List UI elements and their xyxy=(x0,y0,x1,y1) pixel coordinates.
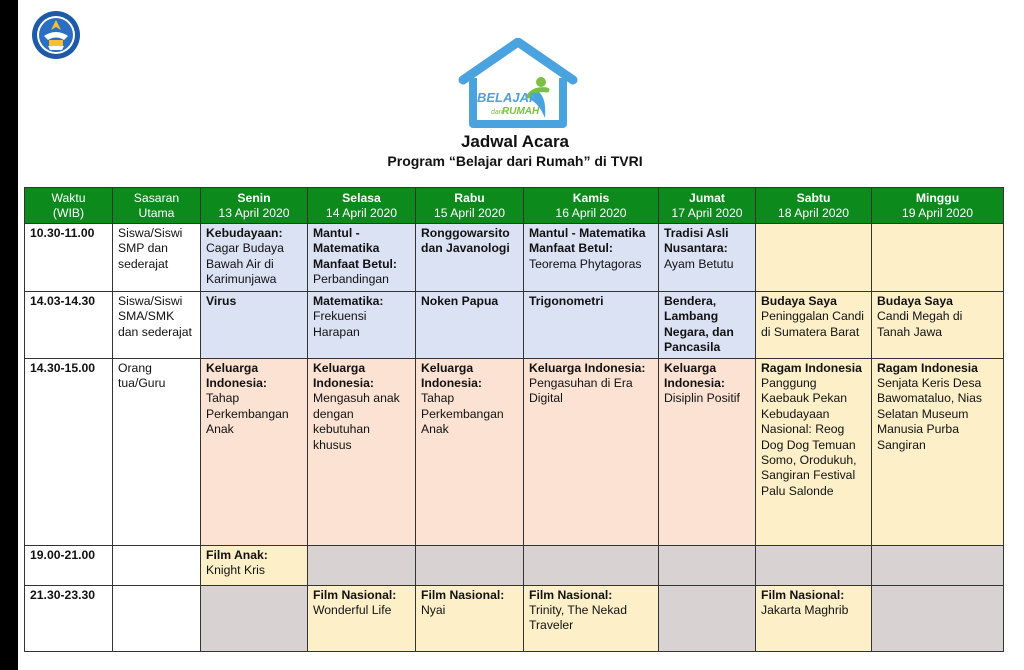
page-title: Jadwal Acara xyxy=(460,132,570,151)
program-cell xyxy=(659,545,756,585)
target-audience-cell: Orang tua/Guru xyxy=(113,358,201,545)
program-cell xyxy=(201,358,308,545)
program-cell xyxy=(872,358,1004,545)
program-topic: Ayam Betutu xyxy=(664,256,734,271)
tut-wuri-handayani-emblem-icon xyxy=(31,10,81,60)
column-header-title: Sabtu xyxy=(796,190,831,205)
program-cell xyxy=(416,585,524,651)
program-title: Ragam Indonesia xyxy=(877,360,978,375)
program-topic: Trinity, The Nekad Traveler xyxy=(529,603,627,633)
column-header xyxy=(201,188,308,224)
logo-text-belajar: BELAJAR xyxy=(477,90,539,105)
program-topic: Candi Megah di Tanah Jawa xyxy=(877,309,963,339)
column-header-date: (WIB) xyxy=(52,205,85,220)
program-topic: Tahap Perkembangan Anak xyxy=(421,391,504,437)
program-title: Keluarga Indonesia: xyxy=(421,360,482,391)
program-cell xyxy=(308,292,416,359)
program-title: Keluarga Indonesia: xyxy=(313,360,374,391)
program-title: Trigonometri xyxy=(529,294,604,308)
column-header-date: Utama xyxy=(138,205,175,220)
program-topic: Peninggalan Candi di Sumatera Barat xyxy=(761,309,864,339)
program-cell xyxy=(659,585,756,651)
column-header-title: Kamis xyxy=(572,190,610,205)
logo-text-dari: dari xyxy=(491,109,503,116)
target-audience-cell xyxy=(113,585,201,651)
program-cell xyxy=(416,224,524,292)
column-header-date: 17 April 2020 xyxy=(671,205,743,220)
program-topic: Frekuensi Harapan xyxy=(313,309,367,339)
program-topic: Pengasuhan di Era Digital xyxy=(529,376,633,406)
schedule-table xyxy=(24,187,1004,652)
program-title: Film Nasional: xyxy=(761,587,845,602)
column-header-date: 18 April 2020 xyxy=(777,205,850,220)
program-topic: Tahap Perkembangan Anak xyxy=(206,391,289,437)
program-cell xyxy=(308,545,416,585)
program-title: Film Anak: xyxy=(206,547,268,562)
program-title: Keluarga Indonesia: xyxy=(529,360,646,375)
program-topic: Knight Kris xyxy=(206,563,265,578)
column-header-date: 19 April 2020 xyxy=(901,205,974,220)
column-header xyxy=(25,188,113,224)
program-topic: Wonderful Life xyxy=(313,603,392,618)
time-slot-cell: 19.00-21.00 xyxy=(25,545,113,585)
program-title: Mantul - Matematika Manfaat Betul: xyxy=(313,226,397,271)
target-audience-cell: Siswa/Siswi SMA/SMK dan sederajat xyxy=(113,292,201,359)
program-cell xyxy=(524,224,659,292)
program-cell xyxy=(872,545,1004,585)
program-topic: Nyai xyxy=(421,603,446,618)
column-header-title: Sasaran xyxy=(133,190,180,205)
column-header xyxy=(659,188,756,224)
program-title: Film Nasional: xyxy=(421,587,505,602)
program-topic: Cagar Budaya Bawah Air di Karimunjawa xyxy=(206,241,284,287)
program-cell xyxy=(756,292,872,359)
table-row xyxy=(25,224,1004,292)
program-topic: Panggung Kaebauk Pekan Kebudayaan Nasional: Reog Dog Dog Temuan Somo, Orodukuh, Sangiran Festival Palu Salonde xyxy=(761,376,857,498)
program-title: Bendera, Lambang Negara, dan Pancasila xyxy=(664,294,734,355)
program-title: Noken Papua xyxy=(421,294,499,308)
column-header-title: Rabu xyxy=(454,190,485,205)
program-cell xyxy=(308,224,416,292)
program-title: Ronggowarsito dan Javanologi xyxy=(421,226,510,256)
program-cell xyxy=(659,224,756,292)
page-subtitle: Program “Belajar dari Rumah” di TVRI xyxy=(387,153,643,169)
program-cell xyxy=(201,224,308,292)
left-edge-bar xyxy=(0,0,18,670)
program-cell xyxy=(659,358,756,545)
program-title: Tradisi Asli Nusantara: xyxy=(664,226,729,256)
program-topic: Perbandingan xyxy=(313,272,389,287)
program-title: Ragam Indonesia xyxy=(761,360,862,375)
program-cell xyxy=(201,292,308,359)
time-slot-cell: 21.30-23.30 xyxy=(25,585,113,651)
time-slot-cell: 10.30-11.00 xyxy=(25,224,113,292)
column-header-title: Jumat xyxy=(689,190,725,205)
program-cell xyxy=(872,224,1004,292)
program-cell xyxy=(308,358,416,545)
program-topic: Teorema Phytagoras xyxy=(529,256,642,271)
column-header-date: 14 April 2020 xyxy=(325,205,398,220)
program-title: Budaya Saya xyxy=(877,294,953,308)
program-title: Budaya Saya xyxy=(761,294,837,308)
program-title: Virus xyxy=(206,294,237,308)
table-row xyxy=(25,292,1004,359)
target-audience-cell xyxy=(113,545,201,585)
belajar-dari-rumah-logo xyxy=(455,38,581,130)
program-cell xyxy=(308,585,416,651)
program-cell xyxy=(872,292,1004,359)
program-cell xyxy=(524,545,659,585)
program-cell xyxy=(872,585,1004,651)
program-cell xyxy=(524,358,659,545)
time-slot-cell: 14.03-14.30 xyxy=(25,292,113,359)
program-cell xyxy=(201,585,308,651)
program-topic: Senjata Keris Desa Bawomataluo, Nias Selatan Museum Manusia Purba Sangiran xyxy=(877,376,982,452)
column-header xyxy=(756,188,872,224)
program-cell xyxy=(416,358,524,545)
target-audience-cell: Siswa/Siswi SMP dan sederajat xyxy=(113,224,201,292)
column-header xyxy=(524,188,659,224)
table-header-row xyxy=(25,188,1004,224)
time-slot-cell: 14.30-15.00 xyxy=(25,358,113,545)
program-topic: Mengasuh anak dengan kebutuhan khusus xyxy=(313,391,400,452)
program-cell xyxy=(659,292,756,359)
program-cell xyxy=(201,545,308,585)
program-title: Mantul - Matematika Manfaat Betul: xyxy=(529,226,646,256)
column-header-date: 16 April 2020 xyxy=(555,205,627,220)
table-row xyxy=(25,358,1004,545)
column-header xyxy=(872,188,1004,224)
table-row xyxy=(25,585,1004,651)
column-header-title: Selasa xyxy=(342,190,381,205)
program-cell xyxy=(416,292,524,359)
program-topic: Disiplin Positif xyxy=(664,391,740,406)
program-cell xyxy=(524,585,659,651)
program-cell xyxy=(756,545,872,585)
column-header xyxy=(308,188,416,224)
program-title: Film Nasional: xyxy=(529,587,613,602)
column-header xyxy=(113,188,201,224)
program-title: Kebudayaan: xyxy=(206,226,283,240)
logo-text-rumah: RUMAH xyxy=(502,106,540,117)
program-title: Keluarga Indonesia: xyxy=(664,360,725,391)
program-cell xyxy=(756,358,872,545)
table-row xyxy=(25,545,1004,585)
program-title: Film Nasional: xyxy=(313,587,397,602)
program-cell xyxy=(756,224,872,292)
column-header-date: 13 April 2020 xyxy=(218,205,290,220)
column-header xyxy=(416,188,524,224)
program-title: Keluarga Indonesia: xyxy=(206,360,267,391)
program-topic: Jakarta Maghrib xyxy=(761,603,849,618)
program-cell xyxy=(524,292,659,359)
program-title: Matematika: xyxy=(313,294,384,308)
column-header-date: 15 April 2020 xyxy=(433,205,506,220)
program-cell xyxy=(756,585,872,651)
column-header-title: Waktu xyxy=(51,190,86,205)
column-header-title: Minggu xyxy=(915,190,960,205)
column-header-title: Senin xyxy=(237,190,271,205)
program-cell xyxy=(416,545,524,585)
